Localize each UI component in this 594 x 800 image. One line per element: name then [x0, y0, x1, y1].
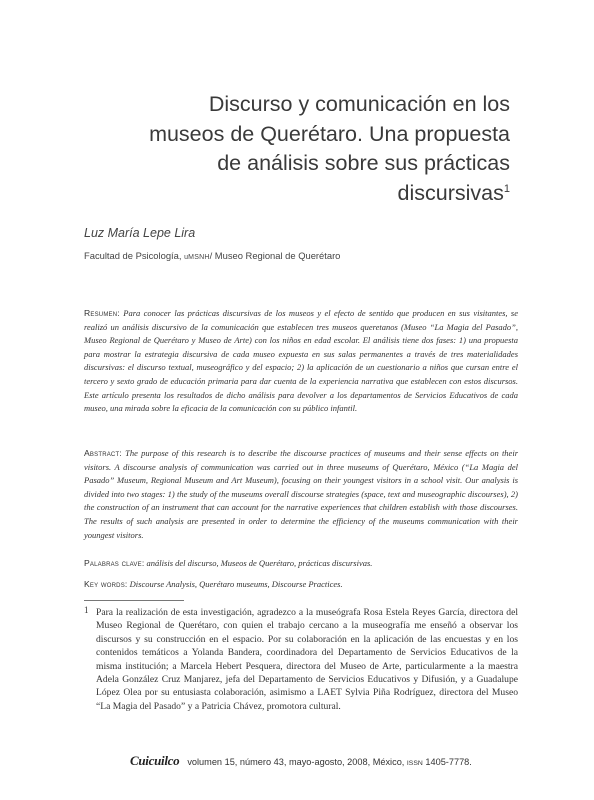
issn-label: ISSN [406, 760, 423, 767]
resumen-paragraph [84, 307, 518, 416]
abstract-label: Abstract: [84, 448, 122, 458]
abstract-text: The purpose of this research is to describe the discourse practices of museums and their sense effects on their visitors. A discourse analysis of communication was carried out in three museums of Querétaro, México (“La Magia del Pasado” Museum, Regional Museum and Art Museum), focusing on their youngest visitors in a school visit. Our analysis is divided into two stages: 1) the study of the museums overall discourse strategies (space, text and museographic discourses), 2) the construction of an instrument that can account for the narrative experiences that children establish with those discourses. The results of such analysis are presented in order to determine the efficiency of the museums communication with their youngest visitors. [84, 448, 519, 540]
title-line-2: museos de Querétaro. Una propuesta [149, 121, 510, 146]
author-name: Luz María Lepe Lira [84, 226, 196, 240]
page-footer [130, 753, 472, 769]
title-line-3: de análisis sobre sus prácticas [217, 151, 510, 175]
affiliation-prefix: Facultad de Psicología, [84, 250, 182, 261]
footer-citation: volumen 15, número 43, mayo-agosto, 2008, México, [187, 757, 405, 767]
resumen-label: Resumen: [84, 308, 120, 318]
title-line-1: Discurso y comunicación en los [208, 92, 510, 116]
palabras-clave [84, 557, 518, 571]
palabras-clave-text: análisis del discurso, Museos de Querétaro, prácticas discursivas. [146, 558, 373, 568]
footnote-text: Para la realización de esta investigación, agradezco a la museógrafa Rosa Estela Reyes García, directora del Museo Regional de Querétaro, con quien el trabajo cercano a la museografía me enseñó a observar los discursos y su construcción en el espacio. Por su colaboración en la aplicación de las encuestas y en los contenidos temáticos a Yolanda Bandera, coordinadora del Departamento de Servicios Educativos de la misma institución; a Marcela Hebert Pesquera, directora del Museo de Arte, particularmente a la maestra Adela González Cruz Manjarez, jefa del Departamento de Servicios Educativos y Difusión, y a Guadalupe López Olea por su entusiasta colaboración, asimismo a LAET Sylvia Piña Rodríguez, directora del Museo “La Magia del Pasado” y a Patricia Chávez, promotora cultural. [96, 607, 518, 712]
article-title [110, 90, 510, 208]
key-words-label: Key words: [84, 579, 128, 589]
abstract-paragraph [84, 447, 518, 542]
footnote-number: 1 [84, 605, 89, 615]
footnote [84, 606, 518, 713]
issn-number: 1405-7778. [425, 757, 472, 767]
palabras-clave-label: Palabras clave: [84, 558, 145, 568]
affiliation-suffix: / Museo Regional de Querétaro [209, 250, 341, 261]
title-line-4: discursivas [397, 180, 504, 205]
key-words [84, 578, 518, 592]
resumen-text: Para conocer las prácticas discursivas de los museos y el efecto de sentido que producen en sus visitantes, se realizó un análisis discursivo de la comunicación que establecen tres museos queretanos (Museo “La Magia del Pasado”, Museo Regional de Querétaro y Museo de Arte) con los niños en edad escolar. El análisis tiene dos fases: 1) una propuesta para mostrar la estrategia discursiva de cada museo expuesta en sus salas permanentes a través de tres materialidades discursivas: el discurso textual, museográfico y del espacio; 2) la aplicación de un cuestionario a niños que cursan entre el tercero y sexto grado de educación primaria para dar cuenta de la experiencia narrativa que establecen con estos discursos. Este artículo presenta los resultados de dicho análisis para devolver a los departamentos de Servicios Educativos de cada museo, una mirada sobre la eficacia de la comunicación con su público infantil. [84, 308, 519, 414]
journal-logo: Cuicuilco [130, 753, 180, 768]
key-words-text: Discourse Analysis, Querétaro museums, Discourse Practices. [129, 579, 343, 589]
affiliation-institution: uMSNH [184, 254, 210, 261]
affiliation [84, 250, 340, 261]
footnote-rule [84, 600, 184, 601]
title-footnote-mark[interactable]: 1 [503, 182, 510, 195]
